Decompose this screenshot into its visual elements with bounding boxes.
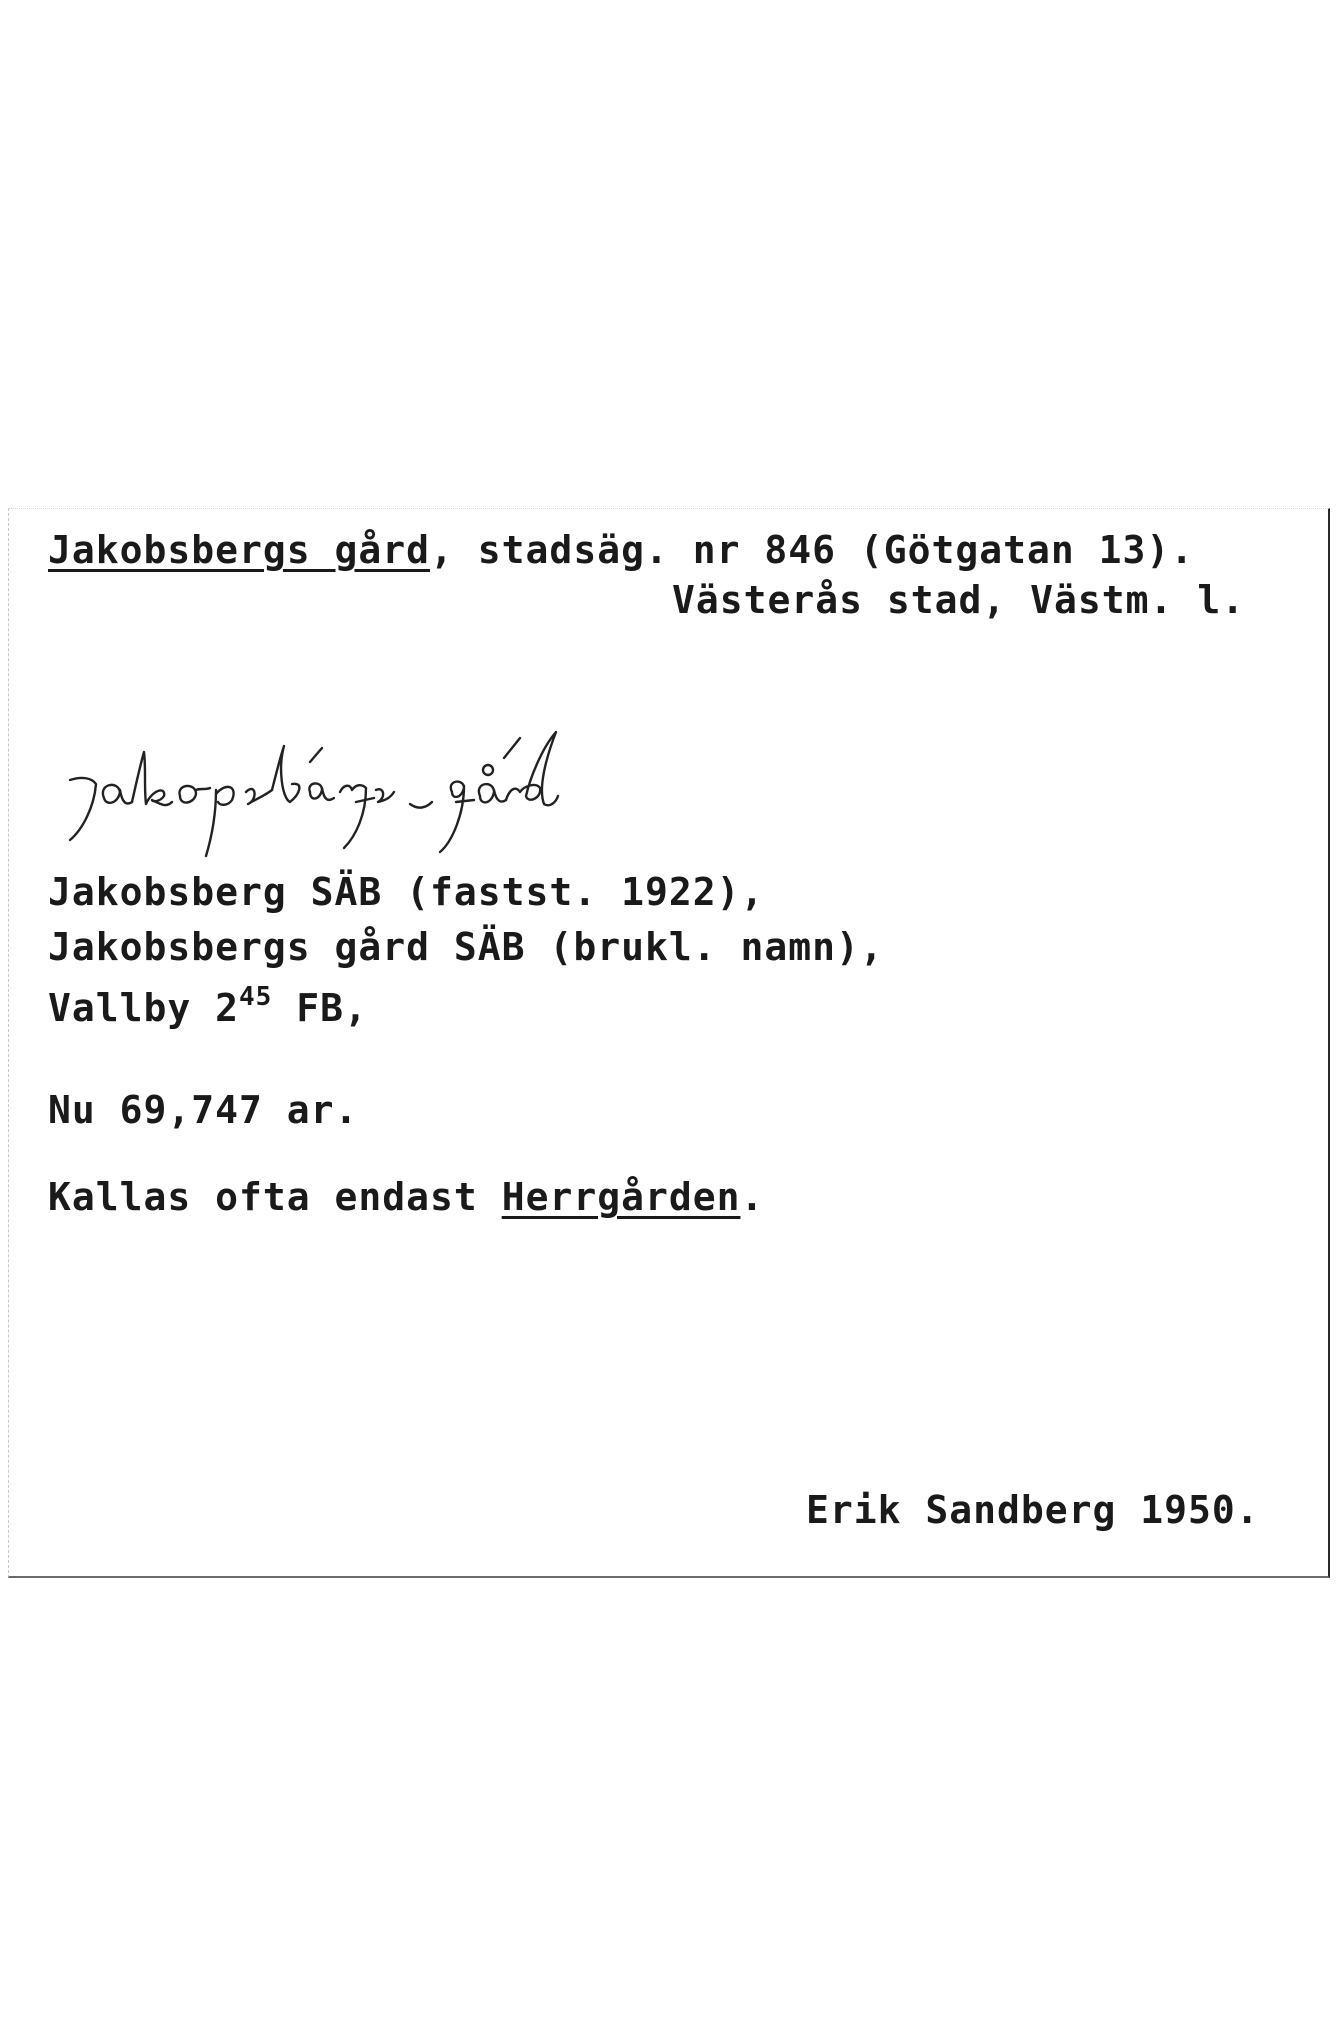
signature: Erik Sandberg 1950. [806, 1488, 1260, 1532]
also-called-line [48, 1175, 764, 1219]
area-line: Nu 69,747 ar. [48, 1088, 359, 1132]
also-called-name: Herrgården [501, 1175, 741, 1219]
also-called-suffix: . [740, 1175, 765, 1219]
location-line: Västerås stad, Västm. l. [672, 578, 1246, 622]
vallby-superscript: 45 [239, 982, 273, 1012]
archive-card [8, 508, 1330, 1578]
vallby-suffix: FB, [272, 986, 368, 1030]
name-line-1: Jakobsberg SÄB (fastst. 1922), [48, 870, 765, 914]
vallby-prefix: Vallby 2 [48, 986, 240, 1030]
vallby-line [48, 982, 368, 1030]
heading-place-name: Jakobsbergs gård [48, 528, 431, 572]
also-called-prefix: Kallas ofta endast [48, 1175, 502, 1219]
card-heading [48, 528, 1194, 572]
heading-details: , stadsäg. nr 846 (Götgatan 13). [430, 528, 1195, 572]
name-line-2: Jakobsbergs gård SÄB (brukl. namn), [48, 925, 884, 969]
handwritten-pronunciation [60, 718, 840, 858]
